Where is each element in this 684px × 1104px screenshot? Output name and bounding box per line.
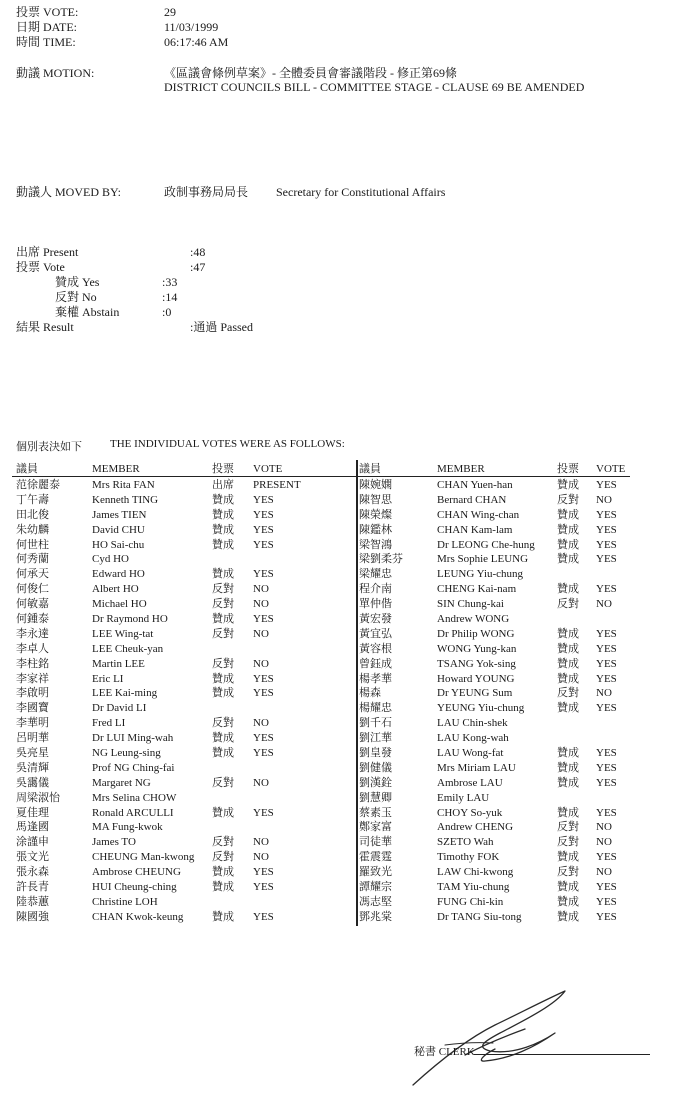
vote-zh: 贊成 [212, 747, 234, 760]
vote-zh: 贊成 [557, 761, 579, 774]
abstain-value: :0 [162, 305, 172, 319]
vote-zh: 贊成 [557, 910, 579, 923]
member-name-en: CHENG Kai-nam [437, 583, 517, 596]
vote-zh: 反對 [212, 851, 234, 864]
vote-total-label: 投票 Vote [16, 260, 65, 274]
member-name-zh: 田北俊 [16, 508, 49, 521]
vote-en: YES [596, 479, 617, 491]
vote-en: YES [253, 523, 274, 536]
member-name-zh: 蔡素玉 [359, 806, 392, 819]
vote-zh: 贊成 [557, 747, 579, 760]
vote-zh: 反對 [212, 627, 234, 640]
vote-en: YES [596, 895, 617, 908]
member-name-zh: 李永達 [16, 627, 49, 640]
vote-en: YES [596, 538, 617, 551]
member-name-zh: 李卓人 [16, 642, 49, 655]
vote-zh: 贊成 [212, 568, 234, 581]
vote-zh: 反對 [212, 776, 234, 789]
vote-zh: 贊成 [212, 508, 234, 521]
vote-en: YES [253, 568, 274, 581]
time-label: 時間 TIME: [16, 35, 76, 49]
vote-zh: 贊成 [557, 776, 579, 789]
individual-votes-title-en: THE INDIVIDUAL VOTES WERE AS FOLLOWS: [110, 438, 345, 450]
member-name-en: Mrs Rita FAN [92, 479, 155, 491]
vote-en: YES [596, 881, 617, 894]
vote-zh: 贊成 [212, 523, 234, 536]
member-name-en: Edward HO [92, 568, 145, 581]
vote-zh: 贊成 [557, 627, 579, 640]
vote-en: YES [253, 493, 274, 506]
member-name-en: LAU Wong-fat [437, 747, 504, 760]
member-name-zh: 何秀蘭 [16, 553, 49, 566]
vote-en: YES [253, 508, 274, 521]
col-header-member-zh: 議員 [16, 463, 38, 475]
vote-zh: 贊成 [557, 895, 579, 908]
vote-en: NO [253, 583, 269, 596]
vote-number-label: 投票 VOTE: [16, 5, 79, 19]
vote-zh: 贊成 [557, 657, 579, 670]
vote-en: YES [253, 732, 274, 745]
vote-zh: 反對 [212, 836, 234, 849]
moved-by-label: 動議人 MOVED BY: [16, 185, 121, 199]
moved-by-zh: 政制事務局局長 [164, 185, 249, 199]
member-name-en: Emily LAU [437, 791, 490, 804]
member-name-zh: 涂謹申 [16, 836, 49, 849]
no-label: 反對 No [55, 290, 97, 304]
member-name-en: Andrew WONG [437, 613, 510, 626]
member-name-en: Albert HO [92, 583, 139, 596]
vote-zh: 贊成 [212, 687, 234, 700]
vote-en: YES [596, 806, 617, 819]
member-name-zh: 陳婉嫻 [359, 479, 392, 491]
member-name-en: Dr Raymond HO [92, 613, 168, 626]
member-name-zh: 羅致光 [359, 866, 392, 879]
col-header-vote-zh: 投票 [557, 463, 579, 475]
vote-zh: 贊成 [557, 672, 579, 685]
member-name-zh: 鄧兆棠 [359, 910, 392, 923]
member-name-zh: 李柱銘 [16, 657, 49, 670]
member-name-en: NG Leung-sing [92, 747, 161, 760]
moved-by-en: Secretary for Constitutional Affairs [276, 185, 446, 199]
member-name-zh: 張永森 [16, 866, 49, 879]
member-name-zh: 丁午壽 [16, 493, 49, 506]
vote-en: YES [253, 806, 274, 819]
vote-zh: 贊成 [557, 538, 579, 551]
member-name-en: Ronald ARCULLI [92, 806, 174, 819]
vote-en: YES [253, 747, 274, 760]
vote-zh: 反對 [212, 717, 234, 730]
member-name-en: MA Fung-kwok [92, 821, 163, 834]
vote-zh: 反對 [212, 657, 234, 670]
member-name-zh: 范徐麗泰 [16, 479, 60, 491]
vote-en: YES [596, 672, 617, 685]
yes-value: :33 [162, 275, 178, 289]
member-name-zh: 黃容根 [359, 642, 392, 655]
vote-en: YES [253, 866, 274, 879]
member-name-en: LEE Kai-ming [92, 687, 158, 700]
col-header-vote-en: VOTE [596, 463, 626, 475]
member-name-zh: 劉江華 [359, 732, 392, 745]
member-name-en: Mrs Selina CHOW [92, 791, 177, 804]
vote-en: PRESENT [253, 479, 301, 491]
clerk-signature-line [474, 1054, 650, 1055]
member-name-en: Christine LOH [92, 895, 158, 908]
member-name-zh: 譚耀宗 [359, 881, 392, 894]
member-name-zh: 程介南 [359, 583, 392, 596]
vote-zh: 贊成 [212, 866, 234, 879]
vote-en: YES [253, 910, 274, 923]
member-name-en: Mrs Sophie LEUNG [437, 553, 529, 566]
vote-en: NO [253, 836, 269, 849]
member-name-zh: 梁劉柔芬 [359, 553, 403, 566]
member-name-zh: 劉千石 [359, 717, 392, 730]
member-name-zh: 許長青 [16, 881, 49, 894]
member-name-en: CHAN Kam-lam [437, 523, 513, 536]
vote-zh: 贊成 [557, 806, 579, 819]
member-name-en: Fred LI [92, 717, 126, 730]
member-name-zh: 鄭家富 [359, 821, 392, 834]
vote-en: NO [596, 493, 612, 506]
member-name-zh: 陳榮燦 [359, 508, 392, 521]
member-name-zh: 李啟明 [16, 687, 49, 700]
member-name-en: CHOY So-yuk [437, 806, 503, 819]
member-name-zh: 何承天 [16, 568, 49, 581]
vote-zh: 贊成 [557, 881, 579, 894]
member-name-en: HO Sai-chu [92, 538, 145, 551]
no-value: :14 [162, 290, 178, 304]
motion-label: 動議 MOTION: [16, 66, 95, 80]
member-name-en: CHAN Yuen-han [437, 479, 513, 491]
vote-en: YES [596, 776, 617, 789]
vote-total-value: :47 [190, 260, 206, 274]
vote-zh: 贊成 [557, 642, 579, 655]
member-name-en: Howard YOUNG [437, 672, 515, 685]
member-name-zh: 張文光 [16, 851, 49, 864]
member-name-en: LAU Chin-shek [437, 717, 508, 730]
vote-en: NO [253, 627, 269, 640]
member-name-en: Ambrose LAU [437, 776, 503, 789]
member-name-zh: 劉漢銓 [359, 776, 392, 789]
individual-votes-title-zh: 個別表決如下 [16, 441, 82, 453]
member-name-en: Martin LEE [92, 657, 145, 670]
member-name-zh: 楊孝華 [359, 672, 392, 685]
member-name-zh: 吳清輝 [16, 761, 49, 774]
motion-title-zh: 《區議會條例草案》- 全體委員會審議階段 - 修正第69條 [164, 66, 457, 80]
vote-zh: 贊成 [212, 732, 234, 745]
member-name-en: LAW Chi-kwong [437, 866, 514, 879]
time-value: 06:17:46 AM [164, 35, 229, 49]
member-name-zh: 何世柱 [16, 538, 49, 551]
member-name-zh: 何俊仁 [16, 583, 49, 596]
member-name-en: Dr Philip WONG [437, 627, 515, 640]
member-name-en: Dr YEUNG Sum [437, 687, 513, 700]
member-name-en: TSANG Yok-sing [437, 657, 516, 670]
motion-title-en: DISTRICT COUNCILS BILL - COMMITTEE STAGE - CLAUSE 69 BE AMENDED [164, 80, 585, 94]
member-name-zh: 曾鈺成 [359, 657, 392, 670]
member-name-en: LAU Kong-wah [437, 732, 509, 745]
vote-zh: 贊成 [212, 672, 234, 685]
member-name-en: Bernard CHAN [437, 493, 507, 506]
table-column-divider [356, 460, 358, 926]
member-name-en: Dr LUI Ming-wah [92, 732, 174, 745]
member-name-en: Prof NG Ching-fai [92, 761, 175, 774]
member-name-en: LEUNG Yiu-chung [437, 568, 524, 581]
member-name-zh: 梁耀忠 [359, 568, 392, 581]
vote-en: YES [596, 702, 617, 715]
vote-zh: 贊成 [557, 479, 579, 491]
vote-en: NO [253, 851, 269, 864]
member-name-en: Cyd HO [92, 553, 129, 566]
member-name-zh: 陳國強 [16, 910, 49, 923]
col-header-member-en: MEMBER [437, 463, 485, 475]
vote-zh: 贊成 [557, 553, 579, 566]
vote-en: YES [596, 851, 617, 864]
vote-zh: 反對 [557, 598, 579, 611]
vote-en: YES [596, 627, 617, 640]
member-name-zh: 呂明華 [16, 732, 49, 745]
member-name-en: Ambrose CHEUNG [92, 866, 181, 879]
member-name-zh: 夏佳理 [16, 806, 49, 819]
member-name-zh: 馮志堅 [359, 895, 392, 908]
member-name-en: LEE Cheuk-yan [92, 642, 164, 655]
col-header-member-en: MEMBER [92, 463, 140, 475]
vote-zh: 反對 [212, 598, 234, 611]
member-name-zh: 司徒華 [359, 836, 392, 849]
col-header-vote-zh: 投票 [212, 463, 234, 475]
vote-en: NO [596, 821, 612, 834]
member-name-en: HUI Cheung-ching [92, 881, 177, 894]
vote-zh: 反對 [557, 687, 579, 700]
vote-zh: 贊成 [557, 702, 579, 715]
vote-en: YES [596, 910, 617, 923]
member-name-en: David CHU [92, 523, 145, 536]
member-name-en: LEE Wing-tat [92, 627, 154, 640]
member-name-en: FUNG Chi-kin [437, 895, 504, 908]
yes-label: 贊成 Yes [55, 275, 100, 289]
member-name-en: CHAN Wing-chan [437, 508, 520, 521]
vote-zh: 贊成 [557, 851, 579, 864]
vote-en: YES [596, 508, 617, 521]
result-value: :通過 Passed [190, 320, 254, 334]
vote-zh: 贊成 [557, 523, 579, 536]
vote-en: NO [596, 866, 612, 879]
member-name-zh: 陳鑑林 [359, 523, 392, 536]
vote-en: YES [596, 553, 617, 566]
member-name-zh: 霍震霆 [359, 851, 392, 864]
member-name-en: Margaret NG [92, 776, 151, 789]
member-name-en: Dr LEONG Che-hung [437, 538, 535, 551]
vote-en: YES [253, 538, 274, 551]
present-label: 出席 Present [16, 245, 79, 259]
member-name-en: SZETO Wah [437, 836, 494, 849]
vote-zh: 贊成 [212, 538, 234, 551]
vote-zh: 贊成 [212, 881, 234, 894]
member-name-en: Andrew CHENG [437, 821, 514, 834]
vote-zh: 贊成 [557, 508, 579, 521]
vote-zh: 贊成 [212, 910, 234, 923]
member-name-en: Eric LI [92, 672, 124, 685]
vote-zh: 出席 [212, 479, 234, 491]
vote-en: YES [253, 613, 274, 626]
member-name-en: Timothy FOK [437, 851, 500, 864]
member-name-en: James TO [92, 836, 136, 849]
vote-en: NO [253, 657, 269, 670]
member-name-zh: 李國寶 [16, 702, 49, 715]
vote-en: YES [596, 747, 617, 760]
vote-en: NO [253, 717, 269, 730]
vote-zh: 反對 [557, 866, 579, 879]
result-label: 結果 Result [16, 320, 74, 334]
vote-zh: 贊成 [557, 583, 579, 596]
member-name-zh: 楊耀忠 [359, 702, 392, 715]
member-name-en: CHAN Kwok-keung [92, 910, 184, 923]
member-name-zh: 何敏嘉 [16, 598, 49, 611]
member-name-zh: 單仲偕 [359, 598, 392, 611]
vote-en: NO [253, 598, 269, 611]
vote-zh: 反對 [557, 836, 579, 849]
vote-en: NO [596, 598, 612, 611]
clerk-signature [405, 985, 595, 1095]
vote-en: YES [596, 523, 617, 536]
clerk-label: 秘書 CLERK [414, 1046, 475, 1058]
vote-en: YES [596, 583, 617, 596]
date-value: 11/03/1999 [164, 20, 219, 34]
vote-en: NO [596, 687, 612, 700]
member-name-en: WONG Yung-kan [437, 642, 517, 655]
vote-en: NO [253, 776, 269, 789]
member-name-zh: 黃宜弘 [359, 627, 392, 640]
member-name-zh: 黃宏發 [359, 613, 392, 626]
member-name-zh: 李華明 [16, 717, 49, 730]
vote-en: YES [596, 761, 617, 774]
member-name-en: YEUNG Yiu-chung [437, 702, 525, 715]
member-name-zh: 陳智思 [359, 493, 392, 506]
member-name-en: SIN Chung-kai [437, 598, 504, 611]
member-name-en: Mrs Miriam LAU [437, 761, 516, 774]
vote-zh: 贊成 [212, 806, 234, 819]
abstain-label: 棄權 Abstain [55, 305, 120, 319]
member-name-en: James TIEN [92, 508, 147, 521]
col-header-vote-en: VOTE [253, 463, 283, 475]
member-name-zh: 楊森 [359, 687, 381, 700]
member-name-en: TAM Yiu-chung [437, 881, 510, 894]
member-name-zh: 劉皇發 [359, 747, 392, 760]
member-name-en: Michael HO [92, 598, 147, 611]
vote-zh: 反對 [557, 821, 579, 834]
vote-zh: 反對 [557, 493, 579, 506]
member-name-zh: 何鍾泰 [16, 613, 49, 626]
member-name-zh: 朱幼麟 [16, 523, 49, 536]
member-name-zh: 劉健儀 [359, 761, 392, 774]
member-name-zh: 吳亮星 [16, 747, 49, 760]
col-header-member-zh: 議員 [359, 463, 381, 475]
vote-en: YES [253, 881, 274, 894]
member-name-zh: 馬逢國 [16, 821, 49, 834]
vote-en: YES [596, 657, 617, 670]
vote-en: YES [596, 642, 617, 655]
member-name-zh: 周梁淑怡 [16, 791, 60, 804]
member-name-zh: 李家祥 [16, 672, 49, 685]
vote-zh: 反對 [212, 583, 234, 596]
vote-zh: 贊成 [212, 493, 234, 506]
member-name-zh: 吳靄儀 [16, 776, 49, 789]
vote-en: YES [253, 687, 274, 700]
present-value: :48 [190, 245, 206, 259]
member-name-zh: 劉慧卿 [359, 791, 392, 804]
vote-en: YES [253, 672, 274, 685]
member-name-zh: 陸恭蕙 [16, 895, 49, 908]
vote-zh: 贊成 [212, 613, 234, 626]
member-name-en: Dr David LI [92, 702, 147, 715]
member-name-en: CHEUNG Man-kwong [92, 851, 195, 864]
member-name-en: Dr TANG Siu-tong [437, 910, 522, 923]
member-name-en: Kenneth TING [92, 493, 159, 506]
date-label: 日期 DATE: [16, 20, 77, 34]
vote-number-value: 29 [164, 5, 176, 19]
vote-en: NO [596, 836, 612, 849]
member-name-zh: 梁智鴻 [359, 538, 392, 551]
